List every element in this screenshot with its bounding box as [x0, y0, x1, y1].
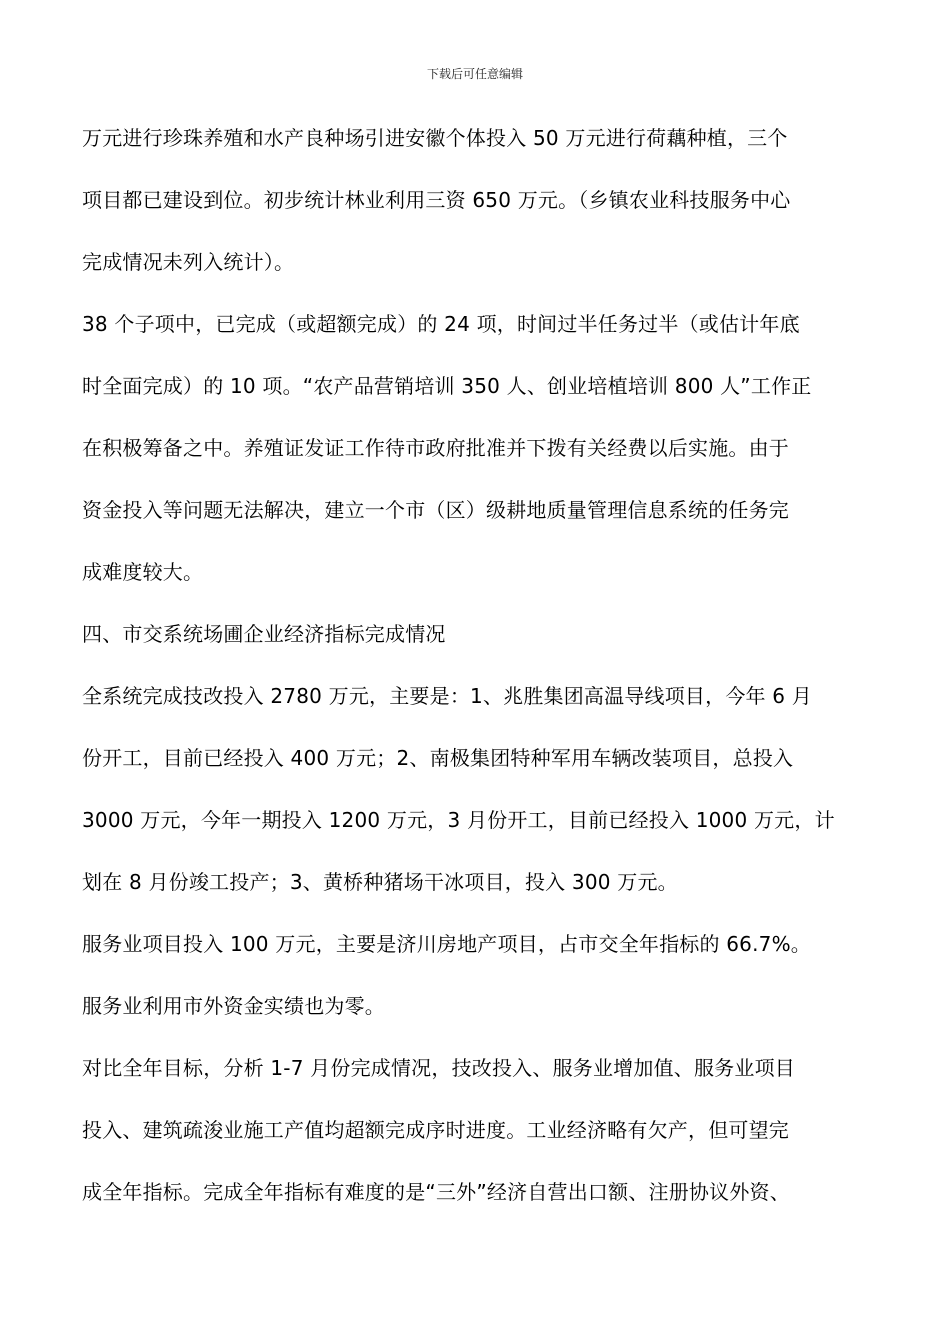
text-line: 完成情况未列入统计）。 — [82, 250, 295, 274]
text-line: 时全面完成）的 10 项。“农产品营销培训 350 人、创业培植培训 800 人”工作正 — [82, 374, 812, 398]
text-line: 38 个子项中，已完成（或超额完成）的 24 项，时间过半任务过半（或估计年底 — [82, 312, 800, 336]
text-line: 成全年指标。完成全年指标有难度的是“三外”经济自营出口额、注册协议外资、 — [82, 1180, 790, 1204]
text-line: 份开工，目前已经投入 400 万元；2、南极集团特种军用车辆改装项目，总投入 — [82, 746, 794, 770]
text-line: 成难度较大。 — [82, 560, 204, 584]
text-line: 投入、建筑疏浚业施工产值均超额完成序时进度。工业经济略有欠产，但可望完 — [82, 1118, 789, 1142]
text-line: 资金投入等问题无法解决，建立一个市（区）级耕地质量管理信息系统的任务完 — [82, 498, 789, 522]
text-line: 在积极筹备之中。养殖证发证工作待市政府批准并下拨有关经费以后实施。由于 — [82, 436, 789, 460]
document-body — [82, 118, 872, 1234]
text-line: 对比全年目标，分析 1-7 月份完成情况，技改投入、服务业增加值、服务业项目 — [82, 1056, 795, 1080]
text-line: 全系统完成技改投入 2780 万元，主要是：1、兆胜集团高温导线项目，今年 6 月 — [82, 684, 812, 708]
text-line: 划在 8 月份竣工投产；3、黄桥种猪场干冰项目，投入 300 万元。 — [82, 870, 678, 894]
page-header: 下载后可任意编辑 — [426, 67, 523, 81]
text-line: 服务业利用市外资金实绩也为零。 — [82, 994, 385, 1018]
text-line: 项目都已建设到位。初步统计林业利用三资 650 万元。（乡镇农业科技服务中心 — [82, 188, 791, 212]
section-heading: 四、市交系统场圃企业经济指标完成情况 — [82, 622, 446, 646]
text-line: 服务业项目投入 100 万元，主要是济川房地产项目，占市交全年指标的 66.7%。 — [82, 932, 811, 956]
text-line: 3000 万元，今年一期投入 1200 万元，3 月份开工，目前已经投入 1000 万元，计 — [82, 808, 835, 832]
text-line: 万元进行珍珠养殖和水产良种场引进安徽个体投入 50 万元进行荷藕种植，三个 — [82, 126, 788, 150]
